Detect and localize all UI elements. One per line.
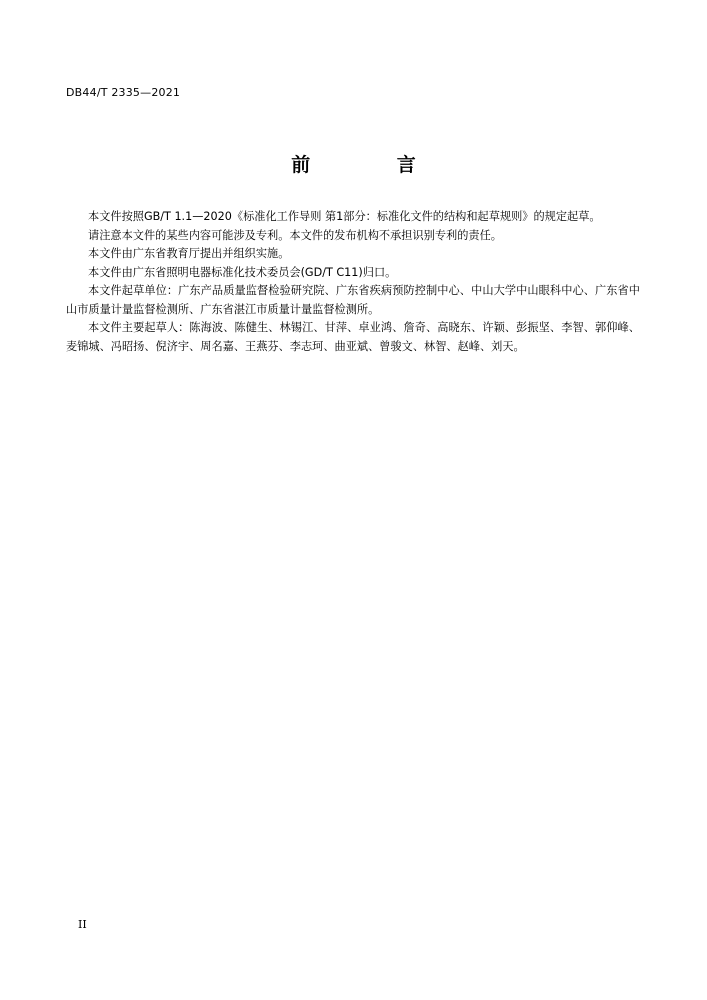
paragraph-patent-notice: 请注意本文件的某些内容可能涉及专利。本文件的发布机构不承担识别专利的责任。 bbox=[88, 228, 502, 242]
document-number: DB44/T 2335—2021 bbox=[66, 86, 181, 99]
paragraph-drafting-rules: 本文件按照GB/T 1.1—2020《标准化工作导则 第1部分：标准化文件的结构和起草规则》的规定起草。 bbox=[88, 210, 601, 223]
paragraph-proposer: 本文件由广东省教育厅提出并组织实施。 bbox=[88, 247, 290, 260]
foreword-body bbox=[66, 208, 640, 356]
page-title: 前 言 bbox=[291, 154, 456, 176]
paragraph-drafting-units: 本文件起草单位：广东产品质量监督检验研究院、广东省疾病预防控制中心、中山大学中山眼科中心、广东省中山市质量计量监督检测所、广东省湛江市质量计量监督检测所。 bbox=[66, 284, 640, 316]
paragraph-drafters: 本文件主要起草人：陈海波、陈健生、林锡江、甘萍、卓业鸿、詹奇、高晓东、许颖、彭振坚、李智、郭仰峰、麦锦城、冯昭扬、倪济宇、周名嘉、王燕芬、李志珂、曲亚斌、曾骏文、林智、赵峰、刘天。 bbox=[66, 321, 640, 353]
paragraph-committee: 本文件由广东省照明电器标准化技术委员会(GD/T C11)归口。 bbox=[88, 265, 397, 279]
page-number: II bbox=[78, 918, 87, 931]
